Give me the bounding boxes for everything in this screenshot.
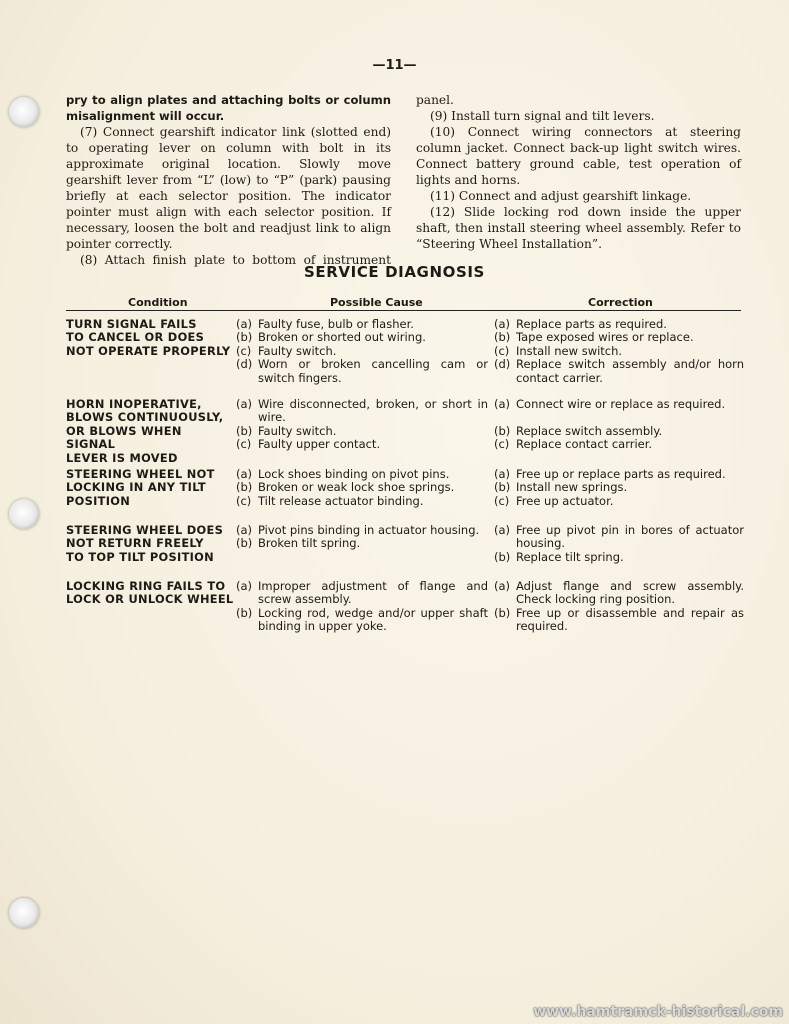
binder-hole [9, 97, 39, 127]
item-text: Locking rod, wedge and/or upper shaft binding in upper yoke. [258, 605, 488, 634]
correction-item [494, 358, 744, 385]
right-text-column [416, 92, 741, 252]
condition-line: LOCKING RING FAILS TO [66, 579, 226, 593]
item-letter: (b) [236, 605, 253, 620]
binder-hole [9, 898, 39, 928]
item-text: Faulty switch. [258, 343, 337, 358]
item-letter: (b) [494, 480, 511, 495]
condition-cell [66, 318, 234, 358]
condition-line: NOT OPERATE PROPERLY [66, 343, 231, 358]
cause-item [236, 607, 488, 634]
correction-cell [494, 580, 744, 634]
item-letter: (c) [236, 437, 252, 452]
cause-item [236, 468, 488, 481]
item-text: Connect wire or replace as required. [516, 397, 726, 411]
correction-item [494, 481, 744, 494]
correction-cell [494, 468, 744, 508]
header-correction: Correction [588, 296, 653, 309]
cause-item [236, 495, 488, 508]
paragraph: (12) Slide locking rod down inside the upper shaft, then install steering wheel assembly. Refer to “Steering Wheel Installation”. [416, 205, 741, 251]
condition-line: TO CANCEL OR DOES [66, 330, 205, 345]
cause-item [236, 318, 488, 331]
condition-line: STEERING WHEEL NOT [66, 467, 215, 481]
site-watermark: www.hamtramck-historical.com [533, 1004, 783, 1020]
correction-cell [494, 524, 744, 564]
item-letter: (c) [494, 437, 510, 452]
item-text: Faulty fuse, bulb or flasher. [258, 317, 414, 331]
item-letter: (c) [494, 343, 510, 358]
item-text: Replace switch assembly and/or horn contact carrier. [516, 357, 744, 385]
correction-item [494, 345, 744, 358]
item-text: Replace contact carrier. [516, 437, 653, 452]
item-text: Wire disconnected, broken, or short in wire. [258, 397, 488, 425]
condition-cell [66, 580, 234, 607]
item-letter: (b) [494, 549, 511, 564]
diagnosis-table [66, 296, 744, 634]
condition-line: STEERING WHEEL DOES [66, 523, 224, 537]
item-text: Replace switch assembly. [516, 423, 663, 438]
cause-item [236, 481, 488, 494]
item-letter: (b) [236, 423, 253, 438]
paragraph: (11) Connect and adjust gearshift linkage. [430, 189, 692, 203]
header-condition: Condition [128, 296, 188, 309]
item-letter: (a) [494, 467, 511, 481]
correction-item [494, 438, 744, 451]
condition-cell [66, 398, 234, 465]
cause-item [236, 524, 488, 537]
item-text: Improper adjustment of flange and screw assembly. [258, 579, 488, 607]
condition-line: OR BLOWS WHEN SIGNAL [66, 423, 182, 452]
paragraph: (9) Install turn signal and tilt levers. [430, 109, 655, 123]
item-text: Broken or weak lock shoe springs. [258, 480, 455, 495]
correction-item [494, 524, 744, 551]
correction-cell [494, 398, 744, 452]
binder-hole [9, 499, 39, 529]
item-text: Tilt release actuator binding. [258, 493, 424, 508]
cause-cell [236, 524, 488, 551]
header-cause: Possible Cause [330, 296, 423, 309]
section-heading: SERVICE DIAGNOSIS [304, 263, 485, 281]
item-letter: (a) [236, 523, 253, 537]
correction-item [494, 468, 744, 481]
item-letter: (b) [494, 423, 511, 438]
cause-cell [236, 318, 488, 385]
paragraph: (8) Attach finish plate to bottom of instrument [80, 253, 391, 267]
item-letter: (b) [494, 330, 511, 345]
item-letter: (a) [494, 579, 511, 593]
correction-item [494, 398, 744, 411]
cause-item [236, 425, 488, 438]
item-letter: (d) [236, 357, 253, 372]
item-text: Install new switch. [516, 343, 623, 358]
condition-line: LOCKING IN ANY TILT [66, 480, 206, 495]
cause-item [236, 580, 488, 607]
item-text: Free up or disassemble and repair as required. [516, 605, 744, 634]
item-letter: (a) [236, 317, 253, 331]
item-text: Broken tilt spring. [258, 536, 361, 551]
item-text: Faulty switch. [258, 423, 337, 438]
item-letter: (a) [494, 397, 511, 411]
item-letter: (b) [236, 480, 253, 495]
item-text: Replace tilt spring. [516, 549, 624, 564]
item-letter: (c) [236, 343, 252, 358]
condition-line: LOCK OR UNLOCK WHEEL [66, 592, 234, 607]
correction-item [494, 495, 744, 508]
item-letter: (b) [236, 536, 253, 551]
item-text: Pivot pins binding in actuator housing. [258, 523, 480, 537]
condition-line: POSITION [66, 493, 131, 508]
paragraph: (10) Connect wiring connectors at steering column jacket. Connect back-up light switch wires. Connect battery ground cable, test operation of lights and horns. [416, 125, 741, 187]
correction-item [494, 551, 744, 564]
item-text: Worn or broken cancelling cam or switch fingers. [258, 357, 488, 385]
item-letter: (c) [494, 493, 510, 508]
table-header [66, 296, 741, 311]
cause-item [236, 398, 488, 425]
condition-line: BLOWS CONTINUOUSLY, [66, 410, 224, 425]
item-letter: (b) [494, 605, 511, 620]
item-text: Free up or replace parts as required. [516, 467, 726, 481]
item-letter: (b) [236, 330, 253, 345]
paragraph: (7) Connect gearshift indicator link (slotted end) to operating lever on column with bolt in its approximate original location. Slowly move gearshift lever from “L” (low) to “P” (park) pausing briefly at each selector position. The indicator pointer must align with each selector position. If necessary, loosen the bolt and readjust link to align pointer correctly. [66, 125, 391, 251]
correction-cell [494, 318, 744, 385]
item-letter: (a) [494, 523, 511, 537]
condition-line: TURN SIGNAL FAILS [66, 317, 197, 331]
item-letter: (c) [236, 493, 252, 508]
item-text: Replace parts as required. [516, 317, 667, 331]
item-letter: (a) [236, 467, 253, 481]
item-text: Free up pivot pin in bores of actuator housing. [516, 523, 744, 551]
cause-cell [236, 580, 488, 634]
left-text-column [66, 92, 391, 268]
cause-cell [236, 398, 488, 452]
cause-item [236, 345, 488, 358]
cause-item [236, 358, 488, 385]
item-letter: (a) [236, 579, 253, 593]
cause-item [236, 438, 488, 451]
condition-line: TO TOP TILT POSITION [66, 549, 214, 564]
correction-item [494, 331, 744, 344]
item-text: Broken or shorted out wiring. [258, 330, 426, 345]
item-text: Faulty upper contact. [258, 437, 381, 452]
cause-item [236, 331, 488, 344]
condition-line: NOT RETURN FREELY [66, 536, 204, 551]
cause-item [236, 537, 488, 550]
condition-line: HORN INOPERATIVE, [66, 397, 202, 411]
item-text: Lock shoes binding on pivot pins. [258, 467, 450, 481]
item-text: Tape exposed wires or replace. [516, 330, 694, 345]
item-text: Install new springs. [516, 480, 628, 495]
item-letter: (a) [494, 317, 511, 331]
item-text: Adjust flange and screw assembly. Check locking ring position. [516, 579, 744, 607]
item-text: Free up actuator. [516, 493, 614, 508]
item-letter: (d) [494, 357, 511, 372]
cause-cell [236, 468, 488, 508]
condition-cell [66, 468, 234, 508]
condition-cell [66, 524, 234, 564]
item-letter: (a) [236, 397, 253, 411]
paragraph: panel. [416, 93, 454, 107]
correction-item [494, 425, 744, 438]
correction-item [494, 580, 744, 607]
condition-line: LEVER IS MOVED [66, 450, 178, 465]
page-number: —11— [372, 58, 417, 73]
correction-item [494, 607, 744, 634]
paragraph: pry to align plates and attaching bolts or column misalignment will occur. [66, 93, 391, 123]
correction-item [494, 318, 744, 331]
